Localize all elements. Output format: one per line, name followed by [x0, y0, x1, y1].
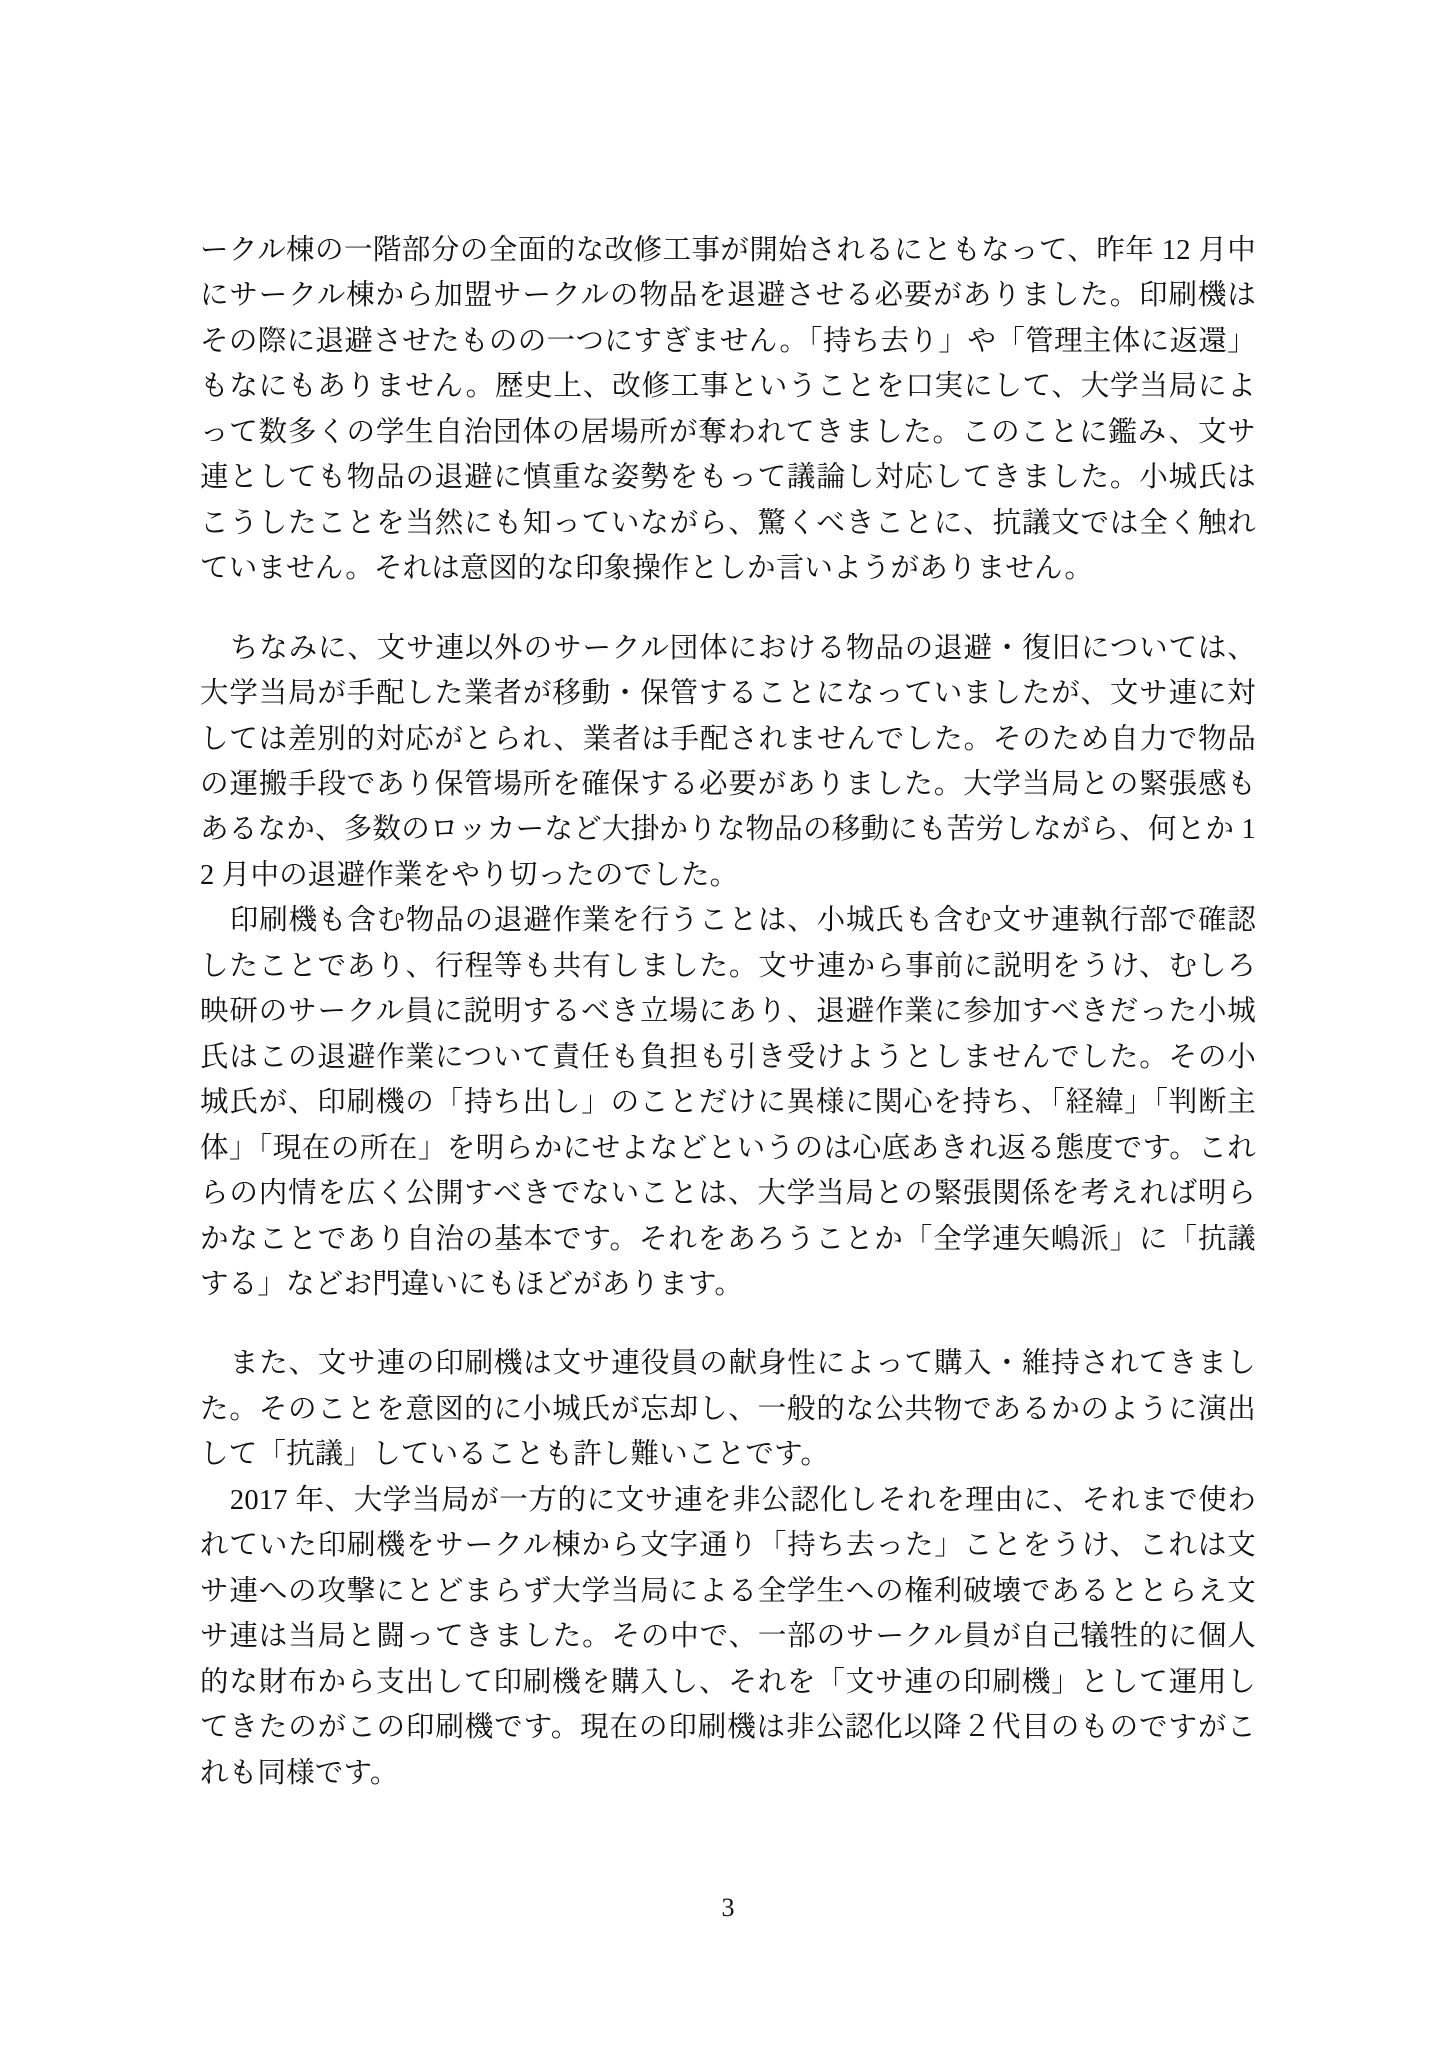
paragraph-spacer [200, 592, 1256, 626]
paragraph-spacer [200, 1307, 1256, 1341]
paragraph-3: 印刷機も含む物品の退避作業を行うことは、小城氏も含む文サ連執行部で確認したことであり、行程等も共有しました。文サ連から事前に説明をうけ、むしろ映研のサークル員に説明するべき立場にあり、退避作業に参加すべきだった小城氏はこの退避作業について責任も負担も引き受けようとしませんでした。その小城氏が、印刷機の「持ち出し」のことだけに異様に関心を持ち、「経緯」「判断主体」「現在の所在」を明らかにせよなどというのは心底あきれ返る態度です。これらの内情を広く公開すべきでないことは、大学当局との緊張関係を考えれば明らかなことであり自治の基本です。それをあろうことか「全学連矢嶋派」に「抗議する」などお門違いにもほどがあります。 [200, 905, 1256, 1300]
paragraph-5: 2017 年、大学当局が一方的に文サ連を非公認化しそれを理由に、それまで使われていた印刷機をサークル棟から文字通り「持ち去った」ことをうけ、これは文サ連への攻撃にとどまらず大学当局による全学生への権利破壊であるととらえ文サ連は当局と闘ってきました。その中で、一部のサークル員が自己犠牲的に個人的な財布から支出して印刷機を購入し、それを「文サ連の印刷機」として運用してきたのがこの印刷機です。現在の印刷機は非公認化以降２代目のものですがこれも同様です。 [200, 1484, 1256, 1789]
page-body [200, 228, 1256, 1796]
paragraph-4: また、文サ連の印刷機は文サ連役員の献身性によって購入・維持されてきました。そのことを意図的に小城氏が忘却し、一般的な公共物であるかのように演出して「抗議」していることも許し難いことです。 [200, 1348, 1256, 1471]
paragraph-2: ちなみに、文サ連以外のサークル団体における物品の退避・復旧については、大学当局が手配した業者が移動・保管することになっていましたが、文サ連に対しては差別的対応がとられ、業者は手配されませんでした。そのため自力で物品の運搬手段であり保管場所を確保する必要がありました。大学当局との緊張感もあるなか、多数のロッカーなど大掛かりな物品の移動にも苦労しながら、何とか 12 月中の退避作業をやり切ったのでした。 [200, 632, 1256, 891]
paragraph-1: ークル棟の一階部分の全面的な改修工事が開始されるにともなって、昨年 12 月中にサークル棟から加盟サークルの物品を退避させる必要がありました。印刷機はその際に退避させたものの一つにすぎません。「持ち去り」や「管理主体に返還」もなにもありません。歴史上、改修工事ということを口実にして、大学当局によって数多くの学生自治団体の居場所が奪われてきました。このことに鑑み、文サ連としても物品の退避に慎重な姿勢をもって議論し対応してきました。小城氏はこうしたことを当然にも知っていながら、驚くべきことに、抗議文では全く触れていません。それは意図的な印象操作としか言いようがありません。 [200, 235, 1256, 585]
page-number: 3 [721, 1893, 735, 1922]
